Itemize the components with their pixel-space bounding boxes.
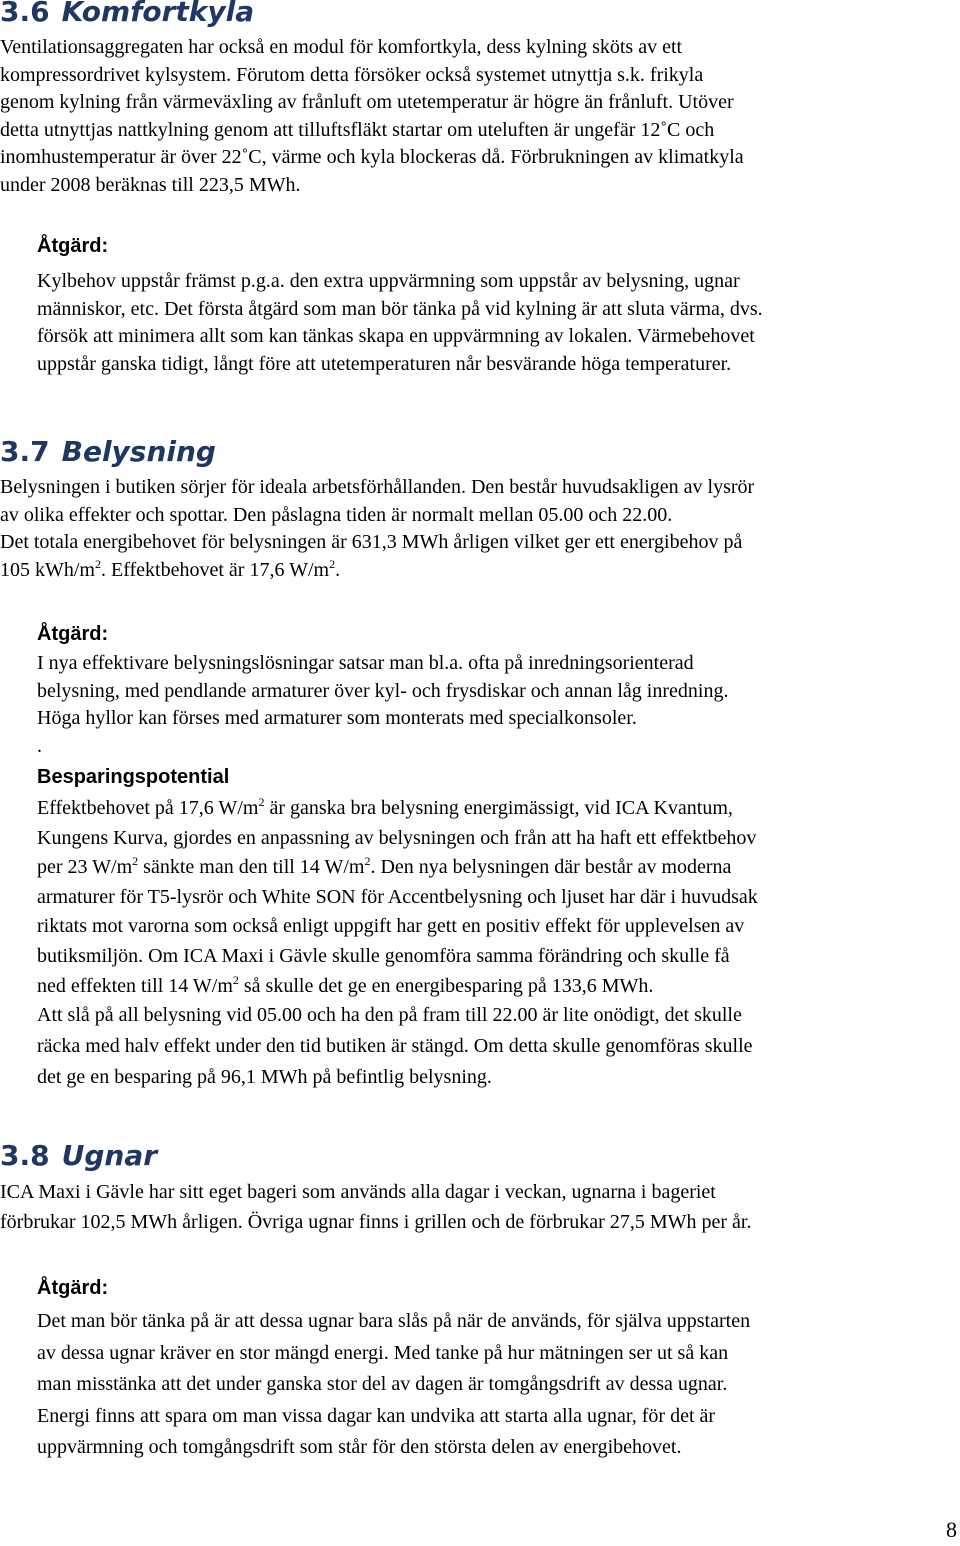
text-line: Belysningen i butiken sörjer för ideala arbetsförhållanden. Den består huvudsakligen av lysrör bbox=[0, 476, 755, 498]
section-number: 3.7 bbox=[0, 435, 50, 468]
section-title: Belysning bbox=[61, 435, 216, 468]
section-number: 3.8 bbox=[0, 1139, 50, 1172]
text-line: inomhustemperatur är över 22˚C, värme och kyla blockeras då. Förbrukningen av klimatkyla bbox=[0, 146, 744, 168]
text-line: detta utnyttjas nattkylning genom att tilluftsfläkt startar om uteluften är ungefär 12˚C och bbox=[0, 118, 715, 141]
text-line: ICA Maxi i Gävle har sitt eget bageri som används alla dagar i veckan, ugnarna i bageriet bbox=[0, 1181, 716, 1203]
text-line: I nya effektivare belysningslösningar satsar man bl.a. ofta på inredningsorienterad bbox=[37, 652, 694, 674]
page-number: 8 bbox=[946, 1517, 957, 1542]
paragraph-ugnar bbox=[0, 1177, 751, 1237]
paragraph-komfortkyla bbox=[0, 34, 744, 199]
text-line: under 2008 beräknas till 223,5 MWh. bbox=[0, 173, 301, 196]
text-line: belysning, med pendlande armaturer över kyl- och frysdiskar och annan låg inredning. bbox=[37, 679, 729, 702]
text-line: av dessa ugnar kräver en stor mängd energi. Med tanke på hur mätningen ser ut så kan bbox=[37, 1341, 729, 1364]
text-line: Energi finns att spara om man vissa dagar kan undvika att starta alla ugnar, för det är bbox=[37, 1404, 716, 1427]
text-line: uppvärmning och tomgångsdrift som står för den största delen av energibehovet. bbox=[37, 1436, 682, 1458]
text-line: försök att minimera allt som kan tänkas skapa en uppvärmning av lokalen. Värmebehovet bbox=[37, 325, 755, 347]
section-title: Komfortkyla bbox=[61, 0, 255, 28]
text-line: människor, etc. Det första åtgärd som man bör tänka på vid kylning är att sluta värma, dvs. bbox=[37, 297, 763, 320]
section-heading-belysning bbox=[0, 436, 216, 468]
section-title: Ugnar bbox=[61, 1139, 158, 1172]
text-line: kompressordrivet kylsystem. Förutom detta försöker också systemet utnyttja s.k. frikyla bbox=[0, 63, 704, 86]
paragraph-besparing-drift bbox=[37, 1000, 753, 1093]
savings-heading: Besparingspotential bbox=[37, 766, 230, 788]
text-line: . bbox=[37, 734, 42, 757]
text-line: uppstår ganska tidigt, långt före att utetemperaturen når besvärande höga temperaturer. bbox=[37, 352, 732, 375]
text-line: ned effekten till 14 $W/m^2$ så skulle det ge en energibesparing på 133,6 MWh. bbox=[37, 972, 654, 997]
text-line: Ventilationsaggregaten har också en modul för komfortkyla, dess kylning sköts av ett bbox=[0, 36, 683, 58]
paragraph-besparingspotential bbox=[37, 794, 758, 1001]
text-line: förbrukar 102,5 MWh årligen. Övriga ugnar finns i grillen och de förbrukar 27,5 MWh per år. bbox=[0, 1211, 752, 1233]
section-number: 3.6 bbox=[0, 0, 50, 28]
text-line: Kylbehov uppstår främst p.g.a. den extra uppvärmning som uppstår av belysning, ugnar bbox=[37, 270, 740, 292]
text-line: armaturer för T5-lysrör och White SON för Accentbelysning och ljuset har där i huvudsak bbox=[37, 885, 758, 908]
action-heading: Åtgärd: bbox=[37, 623, 109, 645]
text-line: Det man bör tänka på är att dessa ugnar bara slås på när de används, för själva uppstarten bbox=[37, 1310, 751, 1332]
text-line: Effektbehovet på 17,6 $W/m^2$ är ganska bra belysning energimässigt, vid ICA Kvantum, bbox=[37, 795, 733, 819]
text-line: butiksmiljön. Om ICA Maxi i Gävle skulle genomföra samma förändring och skulle få bbox=[37, 944, 730, 967]
text-line: Kungens Kurva, gjordes en anpassning av belysningen och från att ha haft ett effektbehov bbox=[37, 826, 757, 849]
section-heading-ugnar bbox=[0, 1140, 157, 1172]
action-heading: Åtgärd: bbox=[37, 1277, 109, 1299]
paragraph-belysning bbox=[0, 474, 754, 584]
text-line: Att slå på all belysning vid 05.00 och ha den på fram till 22.00 är lite onödigt, det skulle bbox=[37, 1004, 742, 1026]
paragraph-belysning-action bbox=[37, 650, 728, 760]
text-line: man misstänka att det under ganska stor del av dagen är tomgångsdrift av dessa ugnar. bbox=[37, 1373, 728, 1395]
text-line: per 23 $W/m^2$ sänkte man den till 14 $W/m^2$. Den nya belysningen där består av moderna bbox=[37, 854, 732, 879]
text-line: 105 kWh/$m^2$. Effektbehovet är 17,6 $W/m^2$. bbox=[0, 556, 341, 581]
text-line: räcka med halv effekt under den tid butiken är stängd. Om detta skulle genomföras skulle bbox=[37, 1035, 753, 1057]
text-line: Det totala energibehovet för belysningen är 631,3 MWh årligen vilket ger ett energibehov på bbox=[0, 531, 743, 553]
action-heading: Åtgärd: bbox=[37, 235, 109, 257]
paragraph-komfortkyla-action bbox=[37, 268, 763, 378]
text-line: riktats mot varorna som också enligt uppgift har gett en positiv effekt för upplevelsen av bbox=[37, 915, 745, 938]
paragraph-ugnar-action bbox=[37, 1306, 750, 1464]
text-line: av olika effekter och spottar. Den påslagna tiden är normalt mellan 05.00 och 22.00. bbox=[0, 503, 673, 526]
section-heading-komfortkyla bbox=[0, 0, 254, 28]
text-line: det ge en besparing på 96,1 MWh på befintlig belysning. bbox=[37, 1066, 492, 1088]
text-line: genom kylning från värmeväxling av frånluft om utetemperatur är högre än frånluft. Utöver bbox=[0, 91, 734, 113]
text-line: Höga hyllor kan förses med armaturer som monterats med specialkonsoler. bbox=[37, 707, 637, 729]
